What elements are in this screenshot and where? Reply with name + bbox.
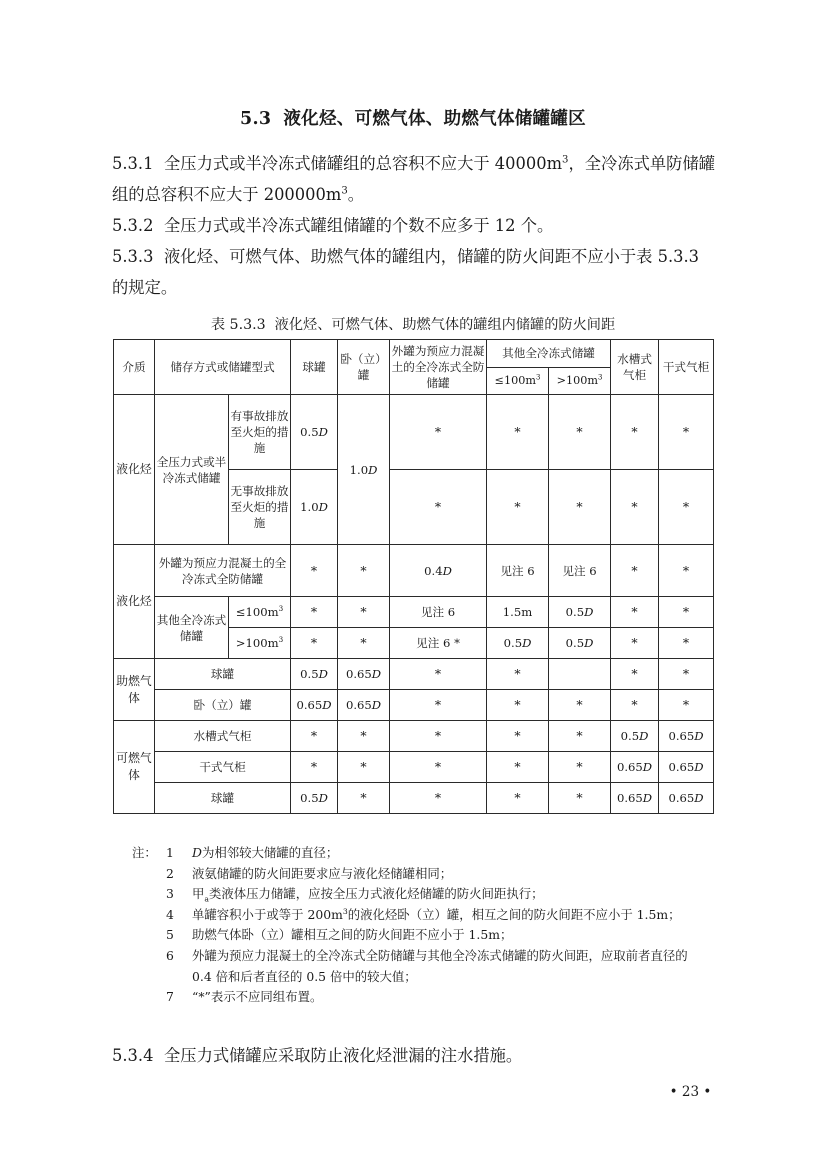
cell-sphere: *	[291, 721, 338, 752]
cell-water-value: 0.5	[620, 729, 640, 743]
superscript-cubic-meter: 3	[342, 906, 348, 916]
diameter-symbol: D	[642, 791, 653, 805]
cell-prestressed: *	[390, 659, 487, 690]
cell-storage-type: 卧（立）罐	[155, 690, 291, 721]
cell-sphere	[291, 690, 338, 721]
cell-gt100: *	[549, 721, 611, 752]
note-item	[132, 843, 732, 864]
diameter-symbol: D	[694, 791, 704, 805]
cell-gt100: *	[549, 395, 611, 470]
cell-sub-type: 无事故排放至火炬的措施	[229, 470, 291, 545]
cell-water	[611, 721, 659, 752]
cell-dry-value: 0.65	[668, 760, 695, 774]
cell-prestressed: *	[390, 752, 487, 783]
cell-sphere: *	[291, 545, 338, 597]
table-row	[114, 752, 714, 783]
header-medium: 介质	[114, 340, 155, 395]
cell-horizontal-value: 0.65	[345, 698, 372, 712]
diameter-symbol: D	[318, 791, 328, 805]
note-item	[132, 905, 732, 926]
cell-water-value: 0.65	[616, 791, 643, 805]
cell-water: *	[611, 597, 659, 628]
cell-prestressed: 见注 6	[390, 597, 487, 628]
cell-storage-type: 全压力式或半冷冻式储罐	[155, 395, 229, 545]
header-water-seal-holder: 水槽式气柜	[611, 340, 659, 395]
table-row	[114, 721, 714, 752]
cell-storage-type: 外罐为预应力混凝土的全冷冻式全防储罐	[155, 545, 291, 597]
note-index: 2	[166, 865, 174, 881]
body-text-block	[112, 148, 720, 303]
cell-dry	[659, 721, 714, 752]
cell-horizontal	[338, 690, 390, 721]
cell-horizontal: *	[338, 597, 390, 628]
cell-prestressed: *	[390, 783, 487, 814]
cell-storage-type: 球罐	[155, 659, 291, 690]
cell-le100: *	[487, 721, 549, 752]
cell-prestressed	[390, 545, 487, 597]
note-text: 液氨储罐的防火间距要求应与液化烃储罐相同；	[192, 865, 453, 881]
cell-gt100	[549, 597, 611, 628]
cell-dry: *	[659, 470, 714, 545]
cell-prestressed: 见注 6 *	[390, 628, 487, 659]
header-gt-100	[549, 367, 611, 395]
header-sphere-tank: 球罐	[291, 340, 338, 395]
cell-sub-type-text: >100m	[235, 636, 279, 650]
cell-sphere-value: 0.65	[296, 698, 323, 712]
cell-sphere-value: 0.5	[300, 667, 319, 681]
cell-prestressed: *	[390, 721, 487, 752]
cell-storage-type: 干式气柜	[155, 752, 291, 783]
table-row	[114, 395, 714, 470]
cell-gt100: *	[549, 783, 611, 814]
header-horizontal-tank: 卧（立）罐	[338, 340, 390, 395]
cell-le100	[487, 628, 549, 659]
cell-medium: 液化烃	[114, 395, 155, 545]
header-other-full-refrigerated: 其他全冷冻式储罐	[487, 340, 611, 368]
table-caption	[0, 314, 826, 334]
clause-text-part2: ，全冷冻式单防储罐组的总容积不应大于 200000m	[112, 154, 716, 204]
note-index: 7	[166, 989, 174, 1005]
section-title: 液化烃、可燃气体、助燃气体储罐罐区	[283, 109, 586, 129]
diameter-symbol: D	[368, 462, 378, 477]
cell-horizontal: *	[338, 752, 390, 783]
note-body-pre: 单罐容积小于或等于 200m	[192, 906, 343, 922]
cell-le100: 见注 6	[487, 545, 549, 597]
cell-medium: 液化烃	[114, 545, 155, 659]
cell-dry	[659, 783, 714, 814]
cell-sub-type: 有事故排放至火炬的措施	[229, 395, 291, 470]
diameter-symbol: D	[371, 698, 382, 712]
superscript-cubic-meter: 3	[278, 604, 284, 614]
cell-le100: *	[487, 690, 549, 721]
section-heading	[0, 105, 826, 130]
cell-gt100: *	[549, 470, 611, 545]
cell-horizontal: *	[338, 545, 390, 597]
note-body-post: 类液体压力储罐，应按全压力式液化烃储罐的防火间距执行；	[208, 886, 544, 902]
table-row	[114, 659, 714, 690]
superscript-cubic-meter: 3	[341, 185, 348, 197]
cell-le100: *	[487, 395, 549, 470]
note-index: 4	[166, 906, 174, 922]
note-item	[132, 884, 732, 905]
cell-le100: *	[487, 783, 549, 814]
note-text	[192, 884, 732, 905]
table-row	[114, 783, 714, 814]
cell-horizontal-value: 0.65	[345, 667, 372, 681]
notes-label: 注：	[132, 845, 157, 860]
cell-water: *	[611, 470, 659, 545]
subscript-a: a	[204, 894, 209, 904]
note-item	[132, 987, 732, 1008]
clause-text: 液化烃、可燃气体、助燃气体的罐组内，储罐的防火间距不应小于表 5.3.3 的规定。	[112, 247, 700, 297]
cell-dry: *	[659, 395, 714, 470]
cell-water: *	[611, 690, 659, 721]
clause-5-3-1	[112, 148, 720, 210]
cell-sphere-value: 0.5	[300, 425, 319, 439]
cell-sphere: *	[291, 628, 338, 659]
cell-sub-type	[229, 597, 291, 628]
cell-le100: *	[487, 752, 549, 783]
cell-sub-type-text: ≤100m	[235, 605, 279, 619]
header-gt-100-text: >100m	[556, 373, 598, 387]
cell-water	[611, 752, 659, 783]
note-text: 外罐为预应力混凝土的全冷冻式全防储罐与其他全冷冻式储罐的防火间距，应取前者直径的	[192, 947, 688, 963]
table-row	[114, 690, 714, 721]
clause-5-3-3	[112, 241, 720, 303]
superscript-cubic-meter: 3	[597, 373, 603, 382]
cell-dry: *	[659, 597, 714, 628]
clause-text-part3: 。	[347, 185, 365, 204]
cell-gt100-value: 0.5	[565, 636, 585, 650]
diameter-symbol: D	[371, 667, 382, 681]
header-le-100-text: ≤100m	[494, 373, 536, 387]
cell-prestressed-value: 0.4	[424, 563, 443, 578]
note-item	[132, 925, 732, 946]
diameter-symbol: D	[522, 636, 532, 650]
note-body: 为相邻较大储罐的直径；	[201, 845, 339, 860]
note-index: 1	[166, 845, 174, 860]
page-footer	[0, 1084, 826, 1100]
cell-horizontal	[338, 659, 390, 690]
note-text	[192, 843, 732, 864]
cell-sphere	[291, 783, 338, 814]
cell-le100: 1.5m	[487, 597, 549, 628]
cell-medium: 可燃气体	[114, 721, 155, 814]
diameter-symbol: D	[694, 729, 704, 743]
diameter-symbol: D	[584, 605, 594, 619]
note-body-post: 的液化烃卧（立）罐，相互之间的防火间距不应小于 1.5m；	[347, 906, 681, 922]
clause-text: 全压力式储罐应采取防止液化烃泄漏的注水措施。	[164, 1046, 523, 1065]
clause-5-3-2	[112, 210, 720, 241]
cell-sphere	[291, 470, 338, 545]
clause-text-part1: 全压力式或半冷冻式储罐组的总容积不应大于 40000m	[164, 154, 563, 173]
table-notes	[132, 843, 732, 1008]
cell-prestressed: *	[390, 470, 487, 545]
cell-storage-type: 球罐	[155, 783, 291, 814]
table-header-row-1	[114, 340, 714, 368]
cell-le100: *	[487, 470, 549, 545]
diameter-symbol: D	[694, 760, 704, 774]
note-index: 5	[166, 927, 174, 943]
fire-distance-table	[113, 339, 714, 814]
diameter-symbol: D	[192, 845, 202, 860]
note-text: 助燃气体卧（立）罐相互之间的防火间距不应小于 1.5m；	[192, 927, 513, 943]
cell-gt100-value: 0.5	[565, 605, 585, 619]
clause-number: 5.3.2	[112, 216, 154, 235]
clause-number: 5.3.4	[112, 1046, 154, 1065]
clause-text: 全压力式或半冷冻式罐组储罐的个数不应多于 12 个。	[164, 216, 554, 235]
cell-prestressed: *	[390, 690, 487, 721]
cell-water: *	[611, 545, 659, 597]
superscript-cubic-meter: 3	[562, 154, 569, 166]
cell-dry	[659, 752, 714, 783]
cell-le100-value: 0.5	[503, 636, 523, 650]
cell-dry-value: 0.65	[668, 729, 695, 743]
cell-horizontal	[338, 395, 390, 545]
cell-prestressed: *	[390, 395, 487, 470]
note-index: 6	[166, 947, 174, 963]
diameter-symbol: D	[322, 698, 332, 712]
cell-dry: *	[659, 545, 714, 597]
note-text	[192, 905, 732, 926]
cell-water: *	[611, 659, 659, 690]
diameter-symbol: D	[318, 425, 328, 439]
fire-distance-table-wrapper	[113, 339, 713, 814]
cell-gt100: 见注 6	[549, 545, 611, 597]
cell-storage-type: 水槽式气柜	[155, 721, 291, 752]
note-continuation: 0.4 倍和后者直径的 0.5 倍中的较大值；	[192, 968, 417, 984]
cell-sphere	[291, 395, 338, 470]
clause-number: 5.3.1	[112, 154, 154, 173]
cell-sphere-value: 0.5	[300, 791, 319, 805]
cell-water: *	[611, 628, 659, 659]
note-index: 3	[166, 886, 174, 902]
cell-gt100	[549, 628, 611, 659]
diameter-symbol: D	[318, 500, 328, 514]
header-storage-type: 储存方式或储罐型式	[155, 340, 291, 395]
cell-sphere: *	[291, 752, 338, 783]
diameter-symbol: D	[318, 667, 328, 681]
note-item	[132, 864, 732, 885]
note-item	[132, 946, 732, 967]
cell-le100: *	[487, 659, 549, 690]
cell-horizontal-value: 1.0	[349, 462, 369, 477]
table-caption-title: 液化烃、可燃气体、助燃气体的罐组内储罐的防火间距	[274, 317, 616, 333]
page-number: • 23 •	[669, 1084, 712, 1100]
cell-dry: *	[659, 659, 714, 690]
cell-water-value: 0.65	[616, 760, 643, 774]
closing-clause-block	[112, 1040, 720, 1071]
header-dry-holder: 干式气柜	[659, 340, 714, 395]
header-le-100	[487, 367, 549, 395]
cell-medium: 助燃气体	[114, 659, 155, 721]
cell-gt100: *	[549, 690, 611, 721]
cell-sphere: *	[291, 597, 338, 628]
superscript-cubic-meter: 3	[535, 373, 541, 382]
cell-sphere	[291, 659, 338, 690]
table-row	[114, 597, 714, 628]
cell-horizontal: *	[338, 783, 390, 814]
cell-sphere-value: 1.0	[300, 500, 319, 514]
diameter-symbol: D	[642, 760, 653, 774]
section-number: 5.3	[240, 109, 272, 129]
clause-5-3-4	[112, 1040, 720, 1071]
cell-water	[611, 783, 659, 814]
diameter-symbol: D	[584, 636, 594, 650]
cell-dry-value: 0.65	[668, 791, 695, 805]
cell-storage-type: 其他全冷冻式储罐	[155, 597, 229, 659]
table-row	[114, 545, 714, 597]
cell-horizontal: *	[338, 628, 390, 659]
cell-dry: *	[659, 690, 714, 721]
cell-gt100: *	[549, 752, 611, 783]
note-text: “*”表示不应同组布置。	[192, 989, 323, 1005]
cell-dry: *	[659, 628, 714, 659]
diameter-symbol: D	[639, 729, 649, 743]
header-prestressed-outer: 外罐为预应力混凝土的全冷冻式全防储罐	[390, 340, 487, 395]
superscript-cubic-meter: 3	[278, 635, 284, 645]
diameter-symbol: D	[442, 563, 452, 578]
cell-horizontal: *	[338, 721, 390, 752]
cell-sub-type	[229, 628, 291, 659]
note-body-pre: 甲	[192, 886, 205, 902]
cell-water: *	[611, 395, 659, 470]
clause-number: 5.3.3	[112, 247, 154, 266]
cell-gt100	[549, 659, 611, 690]
table-caption-number: 表 5.3.3	[210, 317, 266, 333]
